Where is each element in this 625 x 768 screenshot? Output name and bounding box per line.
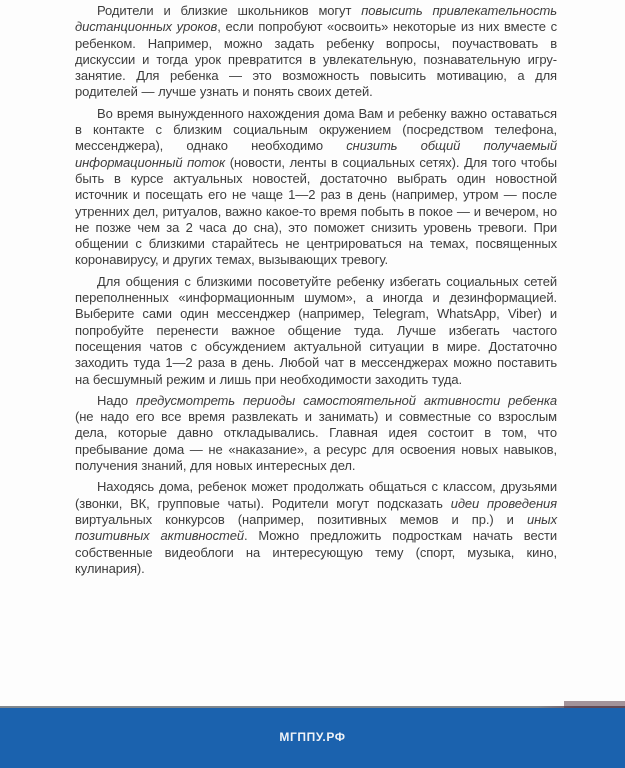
paragraph [75, 3, 557, 101]
text-run: Родители и близкие школьников могут [97, 3, 362, 18]
italic-text-run: снизить общий получаемый информационный поток [75, 138, 557, 170]
footer-site-label: МГППУ.РФ [279, 730, 346, 744]
italic-text-run: предусмотреть периоды самостоятельной активности ребенка [136, 392, 558, 408]
italic-text-run: повысить привлекательность дистанционных уроков [75, 3, 557, 35]
text-run: Находясь дома, ребенок может продолжать общаться с классом, друзьями (звонки, ВК, групповые чаты). Родители могут подсказать [75, 479, 557, 511]
paragraph [75, 393, 557, 474]
text-run: . Можно предложить подросткам начать вести собственные видеоблоги на интересующую тему (спорт, музыка, кино, кулинария). [75, 528, 557, 576]
text-run: , если попробуют «освоить» некоторые из них вместе с ребенком. Например, можно задать ребенку вопросы, поучаствовать в дискуссии и тогда урок превратится в увлекательную, познавательную игру-занятие. Для ребенка — это возможность повысить мотивацию, а для родителей — лучше узнать и понять своих детей. [75, 19, 557, 100]
scan-corner-artifact [564, 701, 625, 708]
text-run: Надо [97, 392, 137, 408]
text-run: Для общения с близкими посоветуйте ребенку избегать социальных сетей переполненных «информационным шумом», а иногда и дезинформацией. Выберите сами один мессенджер (например, Telegram, WhatsApp, Viber) и попробуйте перенести важное общение туда. Лучше избегать частого посещения чатов с обсуждением актуальной ситуации в мире. Достаточно заходить туда 1—2 раза в день. Любой чат в мессенджерах можно поставить на бесшумный режим и лишь при необходимости заходить туда. [75, 273, 557, 387]
text-run: (не надо его все время развлекать и занимать) и совместные со взрослым дела, которые давно откладывались. Главная идея состоит в том, что пребывание дома — не «наказание», а ресурс для освоения новых навыков, получения знаний, для новых интересных дел. [75, 409, 557, 474]
italic-text-run: иных позитивных активностей [75, 511, 557, 544]
text-run: (новости, ленты в социальных сетях). Для того чтобы быть в курсе актуальных новостей, достаточно выбрать один новостной источник и посещать его не чаще 1—2 раз в день (например, утром — после утренних дел, ритуалов, важно какое-то время побыть в покое — и вечером, но не позже чем за 2 часа до сна), это поможет снизить уровень тревоги. При общении с близкими старайтесь не центрироваться на темах, посвященных коронавирусу, и других темах, вызывающих тревогу. [75, 154, 558, 268]
paragraph [75, 274, 557, 388]
text-run: Во время вынужденного нахождения дома Вам и ребенку важно оставаться в контакте с близким социальным окружением (посредством телефона, мессенджера), однако необходимо [75, 105, 557, 154]
paragraph [75, 479, 557, 577]
document-text-block [75, 3, 557, 582]
paragraph [75, 106, 557, 269]
page-edge-line [0, 706, 625, 708]
footer-band [0, 708, 625, 768]
text-run: виртуальных конкурсов (например, позитивных мемов и пр.) и [75, 511, 527, 527]
italic-text-run: идеи проведения [450, 495, 557, 511]
